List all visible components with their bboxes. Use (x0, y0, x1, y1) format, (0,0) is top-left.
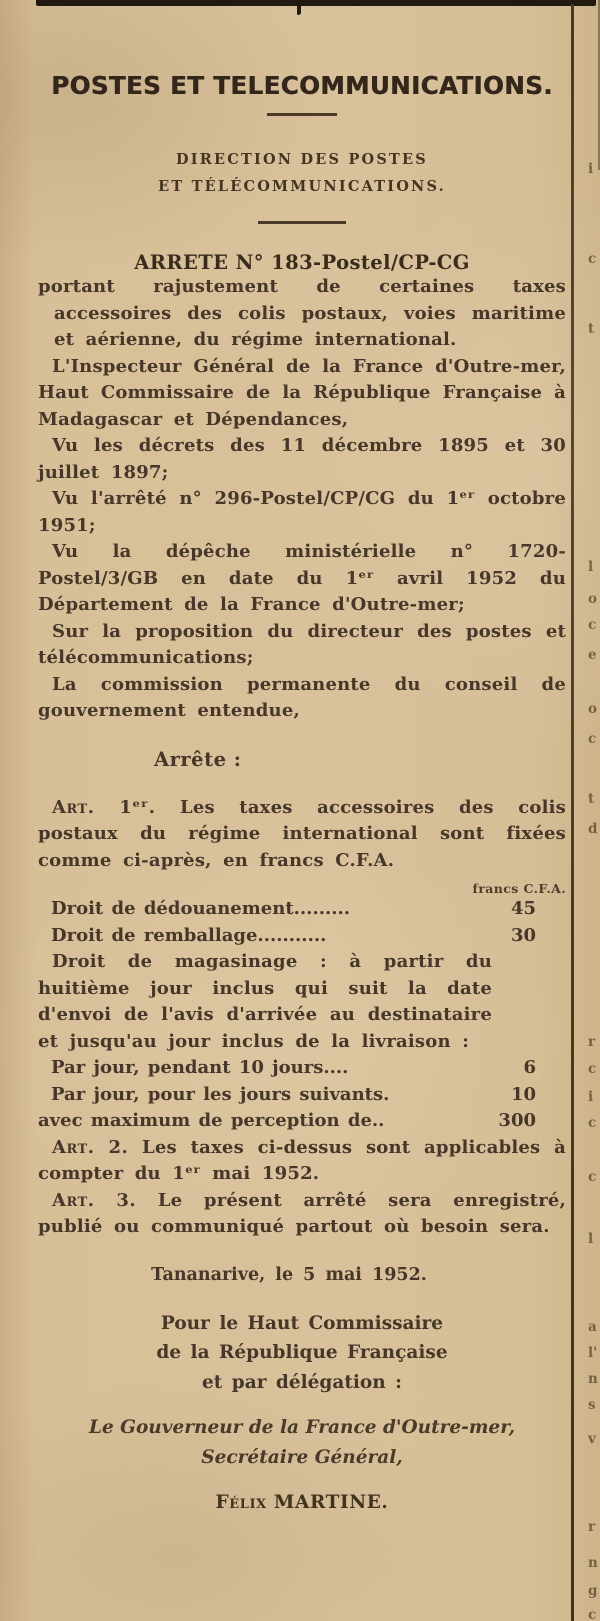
fee-label: Droit de remballage........... (51, 924, 327, 946)
fee-label: Par jour, pendant 10 jours.... (51, 1057, 349, 1078)
clipped-letter-fragment: n (588, 1555, 598, 1571)
clipped-letter-fragment: o (588, 591, 598, 607)
signature-intro-line-1: Pour le Haut Commissaire (160, 1312, 444, 1334)
fee-row-per-day-10 (38, 1055, 566, 1082)
section-title: POSTES ET TELECOMMUNICATIONS. (51, 71, 553, 100)
signatory-name: Félix MARTINE. (215, 1492, 389, 1513)
clipped-letter-fragment: r (588, 1519, 596, 1535)
clipped-letter-fragment: o (588, 701, 598, 717)
next-column-strip (587, 0, 600, 1621)
signature-intro-line-2: de la République Française (156, 1342, 448, 1363)
fee-value: 10 (510, 1083, 536, 1105)
divider-rule (258, 221, 346, 224)
directorate-line-2: ET TÉLÉCOMMUNICATIONS. (158, 178, 446, 195)
article-column (38, 0, 566, 1513)
preamble-visa-2: Vu l'arrêté n° 296-Postel/CP/CG du 1ᵉʳ octobre 1951; (38, 488, 566, 536)
preamble-visa-1: Vu les décrets des 11 décembre 1895 et 30 juillet 1897; (38, 435, 566, 483)
preamble-visa-3: Vu la dépêche ministérielle n° 1720-Postel/3/GB en date du 1ᵉʳ avril 1952 du Département de la France d'Outre-mer; (38, 541, 566, 615)
preamble-proposition: Sur la proposition du directeur des postes et télécommunications; (38, 620, 566, 668)
fee-row-per-day-next (38, 1082, 566, 1109)
decree-subject: portant rajustement de certaines taxes accessoires des colis postaux, voies maritime et aérienne, du régime international. (38, 276, 566, 350)
clipped-letter-fragment: c (588, 1115, 597, 1131)
clipped-letter-fragment: c (588, 1607, 597, 1621)
fee-label: avec maximum de perception de.. (38, 1110, 385, 1131)
article-2-label: Art. 2. (52, 1136, 129, 1158)
clipped-letter-fragment: i (588, 1089, 594, 1105)
clipped-letter-fragment: s (588, 1397, 596, 1413)
clipped-letter-fragment: t (588, 321, 595, 337)
clipped-letter-fragment: g (588, 1583, 598, 1599)
article-1-text: Les taxes accessoires des colis postaux du régime international sont fixées comme ci-après, en francs C.F.A. (38, 796, 567, 871)
dateline: Tananarive, le 5 mai 1952. (151, 1264, 427, 1285)
clipped-letter-fragment: c (588, 1061, 597, 1077)
article-1 (38, 795, 566, 875)
divider-rule (267, 113, 337, 116)
decree-number-heading: ARRETE N° 183-Postel/CP-CG (134, 251, 470, 274)
clipped-letter-fragment: a (588, 1319, 597, 1335)
clipped-letter-fragment: l (588, 1231, 594, 1247)
preamble-authority: L'Inspecteur Général de la France d'Outre-mer, Haut Commissaire de la République Française à Madagascar et Dépendances, (38, 355, 566, 430)
clipped-letter-fragment: l' (588, 1345, 598, 1361)
signature-intro-line-3: et par délégation : (202, 1371, 402, 1393)
column-divider-rule (571, 4, 574, 1621)
article-3 (38, 1188, 566, 1241)
clipped-letter-fragment: c (588, 731, 597, 747)
article-3-text: Le présent arrêté sera enregistré, publié ou communiqué partout où besoin sera. (38, 1189, 566, 1237)
clipped-letter-fragment: d (588, 821, 598, 837)
enacting-formula: Arrête : (154, 747, 242, 771)
directorate-line-1: DIRECTION DES POSTES (176, 151, 428, 168)
clipped-letter-fragment: i (588, 161, 594, 177)
preamble-commission: La commission permanente du conseil de gouvernement entendue, (38, 673, 566, 721)
fee-row-dedouanement (38, 896, 566, 923)
signatory-title-line-2: Secrétaire Général, (201, 1446, 403, 1468)
clipped-letter-fragment: c (588, 617, 597, 633)
clipped-letter-fragment: r (588, 1034, 596, 1050)
clipped-letter-fragment: n (588, 1371, 598, 1387)
clipped-letter-fragment: l (588, 559, 594, 575)
directorate-heading (38, 146, 566, 200)
article-3-label: Art. 3. (52, 1189, 137, 1211)
signature-intro (38, 1309, 566, 1398)
fee-label: Par jour, pour les jours suivants. (51, 1083, 390, 1105)
article-2 (38, 1135, 566, 1188)
clipped-letter-fragment: e (588, 647, 597, 663)
fee-label: Droit de dédouanement......... (51, 898, 351, 919)
article-1-label: Art. 1ᵉʳ. (52, 796, 156, 818)
fee-value: 300 (498, 1110, 536, 1131)
fee-value: 6 (523, 1057, 536, 1078)
article-2-text: Les taxes ci-dessus sont applicables à compter du 1ᵉʳ mai 1952. (38, 1136, 566, 1184)
clipped-letter-fragment: c (588, 1169, 597, 1185)
fee-row-max-perception (38, 1108, 566, 1135)
clipped-letter-fragment: c (588, 251, 597, 267)
fee-value: 30 (510, 924, 536, 946)
fee-row-remballage (38, 923, 566, 950)
signatory-title-line-1: Le Gouverneur de la France d'Outre-mer, (88, 1417, 516, 1438)
fee-value: 45 (510, 898, 536, 919)
fee-unit-header: francs C.F.A. (472, 881, 566, 896)
clipped-letter-fragment: v (588, 1431, 596, 1447)
clipped-letter-fragment: t (588, 791, 595, 807)
signatory-title (38, 1413, 566, 1472)
storage-fee-note: Droit de magasinage : à partir du huitième jour inclus qui suit la date d'envoi de l'avis d'arrivée au destinataire et jusqu'au jour inclus de la livraison : (38, 951, 492, 1052)
